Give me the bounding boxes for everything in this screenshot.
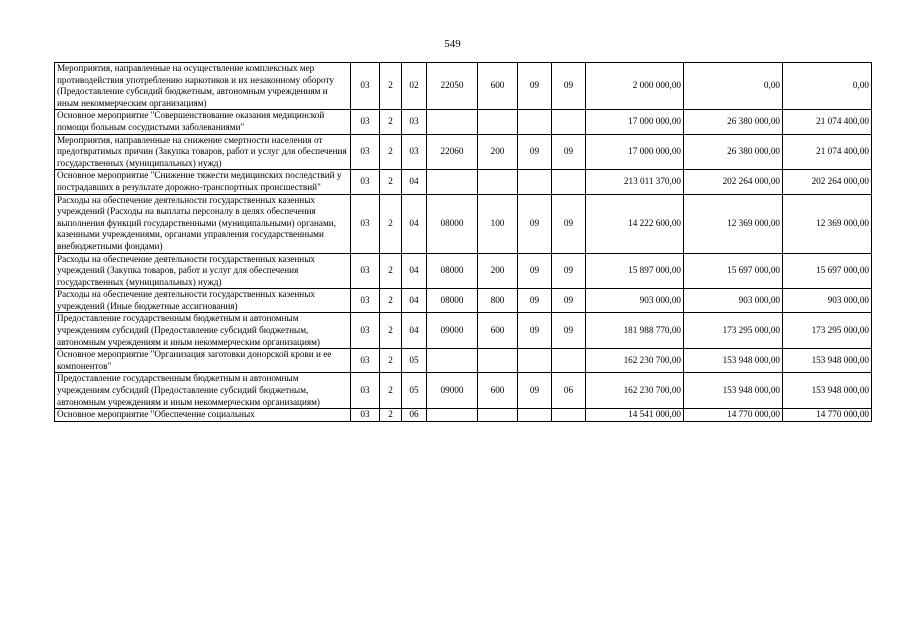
row-name-cell: Мероприятия, направленные на снижение смертности населения от предотвратимых причин (Закупка товаров, работ и услуг для обеспечения государственных (муниципальных) нужд) bbox=[55, 134, 351, 170]
code-event-cell: 04 bbox=[402, 170, 427, 194]
amount-year-3-cell: 202 264 000,00 bbox=[783, 170, 872, 194]
amount-year-2-cell: 903 000,00 bbox=[684, 289, 783, 313]
amount-year-2-cell: 26 380 000,00 bbox=[684, 110, 783, 134]
code-direction-cell: 22060 bbox=[427, 134, 478, 170]
code-event-cell: 04 bbox=[402, 313, 427, 349]
amount-year-2-cell: 153 948 000,00 bbox=[684, 349, 783, 373]
amount-year-2-cell: 14 770 000,00 bbox=[684, 409, 783, 422]
code-direction-cell: 09000 bbox=[427, 313, 478, 349]
code-subprogram-cell: 2 bbox=[380, 313, 402, 349]
amount-year-1-cell: 17 000 000,00 bbox=[586, 110, 684, 134]
code-subprogram-cell: 2 bbox=[380, 63, 402, 110]
code-direction-cell bbox=[427, 409, 478, 422]
code-section-cell: 09 bbox=[518, 134, 552, 170]
amount-year-1-cell: 213 011 370,00 bbox=[586, 170, 684, 194]
code-expense-type-cell: 600 bbox=[478, 63, 518, 110]
code-expense-type-cell: 200 bbox=[478, 253, 518, 289]
code-expense-type-cell bbox=[478, 349, 518, 373]
table-row bbox=[55, 253, 872, 289]
code-expense-type-cell: 600 bbox=[478, 313, 518, 349]
amount-year-2-cell: 153 948 000,00 bbox=[684, 373, 783, 409]
table-row bbox=[55, 349, 872, 373]
row-name-cell: Основное мероприятие "Снижение тяжести медицинских последствий у пострадавших в результате дорожно-транспортных происшествий" bbox=[55, 170, 351, 194]
row-name-cell: Основное мероприятие "Совершенствование оказания медицинской помощи больным сосудистыми заболеваниями" bbox=[55, 110, 351, 134]
code-section-cell: 09 bbox=[518, 194, 552, 253]
amount-year-2-cell: 0,00 bbox=[684, 63, 783, 110]
row-name-cell: Расходы на обеспечение деятельности государственных казенных учреждений (Иные бюджетные ассигнования) bbox=[55, 289, 351, 313]
code-subprogram-cell: 2 bbox=[380, 110, 402, 134]
amount-year-1-cell: 14 222 600,00 bbox=[586, 194, 684, 253]
table-row bbox=[55, 409, 872, 422]
amount-year-2-cell: 173 295 000,00 bbox=[684, 313, 783, 349]
table-row bbox=[55, 63, 872, 110]
amount-year-3-cell: 12 369 000,00 bbox=[783, 194, 872, 253]
code-section-cell: 09 bbox=[518, 63, 552, 110]
code-event-cell: 03 bbox=[402, 134, 427, 170]
code-expense-type-cell: 800 bbox=[478, 289, 518, 313]
row-name-cell: Основное мероприятие "Организация заготовки донорской крови и ее компонентов" bbox=[55, 349, 351, 373]
amount-year-1-cell: 162 230 700,00 bbox=[586, 349, 684, 373]
code-event-cell: 06 bbox=[402, 409, 427, 422]
code-section-cell bbox=[518, 349, 552, 373]
code-subsection-cell: 09 bbox=[552, 289, 586, 313]
budget-table bbox=[54, 62, 872, 422]
row-name-cell: Основное мероприятие "Обеспечение социальных bbox=[55, 409, 351, 422]
row-name-cell: Расходы на обеспечение деятельности государственных казенных учреждений (Расходы на выплаты персоналу в целях обеспечения выполнения функций государственными (муниципальными) органами, казенными учреждениями, органами управления государственными внебюджетными фондами) bbox=[55, 194, 351, 253]
code-section-cell bbox=[518, 110, 552, 134]
amount-year-3-cell: 14 770 000,00 bbox=[783, 409, 872, 422]
code-program-cell: 03 bbox=[351, 134, 380, 170]
amount-year-2-cell: 26 380 000,00 bbox=[684, 134, 783, 170]
code-expense-type-cell bbox=[478, 409, 518, 422]
code-subsection-cell: 09 bbox=[552, 63, 586, 110]
code-subprogram-cell: 2 bbox=[380, 253, 402, 289]
code-event-cell: 03 bbox=[402, 110, 427, 134]
amount-year-3-cell: 21 074 400,00 bbox=[783, 110, 872, 134]
code-subsection-cell bbox=[552, 110, 586, 134]
code-subprogram-cell: 2 bbox=[380, 170, 402, 194]
row-name-cell: Расходы на обеспечение деятельности государственных казенных учреждений (Закупка товаров, работ и услуг для обеспечения государственных (муниципальных) нужд) bbox=[55, 253, 351, 289]
code-section-cell: 09 bbox=[518, 289, 552, 313]
row-name-cell: Мероприятия, направленные на осуществление комплексных мер противодействия употреблению наркотиков и их незаконному обороту (Предоставление субсидий бюджетным, автономным учреждениям и иным некоммерческим организациям) bbox=[55, 63, 351, 110]
amount-year-1-cell: 2 000 000,00 bbox=[586, 63, 684, 110]
code-expense-type-cell bbox=[478, 110, 518, 134]
code-subprogram-cell: 2 bbox=[380, 373, 402, 409]
code-event-cell: 02 bbox=[402, 63, 427, 110]
code-direction-cell bbox=[427, 110, 478, 134]
code-expense-type-cell bbox=[478, 170, 518, 194]
code-direction-cell: 08000 bbox=[427, 289, 478, 313]
amount-year-2-cell: 202 264 000,00 bbox=[684, 170, 783, 194]
amount-year-3-cell: 21 074 400,00 bbox=[783, 134, 872, 170]
code-subsection-cell bbox=[552, 409, 586, 422]
code-subsection-cell bbox=[552, 349, 586, 373]
amount-year-3-cell: 173 295 000,00 bbox=[783, 313, 872, 349]
code-direction-cell: 08000 bbox=[427, 194, 478, 253]
code-section-cell bbox=[518, 170, 552, 194]
code-direction-cell: 09000 bbox=[427, 373, 478, 409]
code-expense-type-cell: 200 bbox=[478, 134, 518, 170]
code-section-cell: 09 bbox=[518, 253, 552, 289]
page-number: 549 bbox=[444, 38, 461, 50]
code-section-cell: 09 bbox=[518, 373, 552, 409]
amount-year-2-cell: 15 697 000,00 bbox=[684, 253, 783, 289]
code-subsection-cell bbox=[552, 170, 586, 194]
code-program-cell: 03 bbox=[351, 313, 380, 349]
code-subprogram-cell: 2 bbox=[380, 409, 402, 422]
code-program-cell: 03 bbox=[351, 170, 380, 194]
code-direction-cell bbox=[427, 170, 478, 194]
code-program-cell: 03 bbox=[351, 110, 380, 134]
code-subsection-cell: 09 bbox=[552, 313, 586, 349]
amount-year-2-cell: 12 369 000,00 bbox=[684, 194, 783, 253]
code-program-cell: 03 bbox=[351, 63, 380, 110]
code-event-cell: 04 bbox=[402, 289, 427, 313]
amount-year-3-cell: 153 948 000,00 bbox=[783, 349, 872, 373]
code-program-cell: 03 bbox=[351, 289, 380, 313]
amount-year-1-cell: 15 897 000,00 bbox=[586, 253, 684, 289]
amount-year-1-cell: 903 000,00 bbox=[586, 289, 684, 313]
code-section-cell: 09 bbox=[518, 313, 552, 349]
code-direction-cell bbox=[427, 349, 478, 373]
amount-year-1-cell: 162 230 700,00 bbox=[586, 373, 684, 409]
table-row bbox=[55, 110, 872, 134]
code-event-cell: 05 bbox=[402, 349, 427, 373]
code-subsection-cell: 09 bbox=[552, 253, 586, 289]
amount-year-3-cell: 903 000,00 bbox=[783, 289, 872, 313]
code-program-cell: 03 bbox=[351, 194, 380, 253]
table-row bbox=[55, 170, 872, 194]
code-subsection-cell: 09 bbox=[552, 134, 586, 170]
code-subprogram-cell: 2 bbox=[380, 349, 402, 373]
code-event-cell: 05 bbox=[402, 373, 427, 409]
amount-year-1-cell: 181 988 770,00 bbox=[586, 313, 684, 349]
row-name-cell: Предоставление государственным бюджетным и автономным учреждениям субсидий (Предоставление субсидий бюджетным, автономным учреждениям и иным некоммерческим организациям) bbox=[55, 373, 351, 409]
amount-year-3-cell: 0,00 bbox=[783, 63, 872, 110]
code-subsection-cell: 06 bbox=[552, 373, 586, 409]
code-program-cell: 03 bbox=[351, 373, 380, 409]
code-program-cell: 03 bbox=[351, 253, 380, 289]
table-row bbox=[55, 313, 872, 349]
code-direction-cell: 22050 bbox=[427, 63, 478, 110]
amount-year-3-cell: 153 948 000,00 bbox=[783, 373, 872, 409]
row-name-cell: Предоставление государственным бюджетным и автономным учреждениям субсидий (Предоставление субсидий бюджетным, автономным учреждениям и иным некоммерческим организациям) bbox=[55, 313, 351, 349]
code-subprogram-cell: 2 bbox=[380, 194, 402, 253]
code-program-cell: 03 bbox=[351, 349, 380, 373]
table-row bbox=[55, 373, 872, 409]
amount-year-3-cell: 15 697 000,00 bbox=[783, 253, 872, 289]
code-expense-type-cell: 100 bbox=[478, 194, 518, 253]
table-row bbox=[55, 289, 872, 313]
table-row bbox=[55, 194, 872, 253]
code-expense-type-cell: 600 bbox=[478, 373, 518, 409]
amount-year-1-cell: 17 000 000,00 bbox=[586, 134, 684, 170]
code-direction-cell: 08000 bbox=[427, 253, 478, 289]
code-event-cell: 04 bbox=[402, 194, 427, 253]
code-event-cell: 04 bbox=[402, 253, 427, 289]
code-section-cell bbox=[518, 409, 552, 422]
code-program-cell: 03 bbox=[351, 409, 380, 422]
table-row bbox=[55, 134, 872, 170]
code-subsection-cell: 09 bbox=[552, 194, 586, 253]
code-subprogram-cell: 2 bbox=[380, 134, 402, 170]
amount-year-1-cell: 14 541 000,00 bbox=[586, 409, 684, 422]
code-subprogram-cell: 2 bbox=[380, 289, 402, 313]
